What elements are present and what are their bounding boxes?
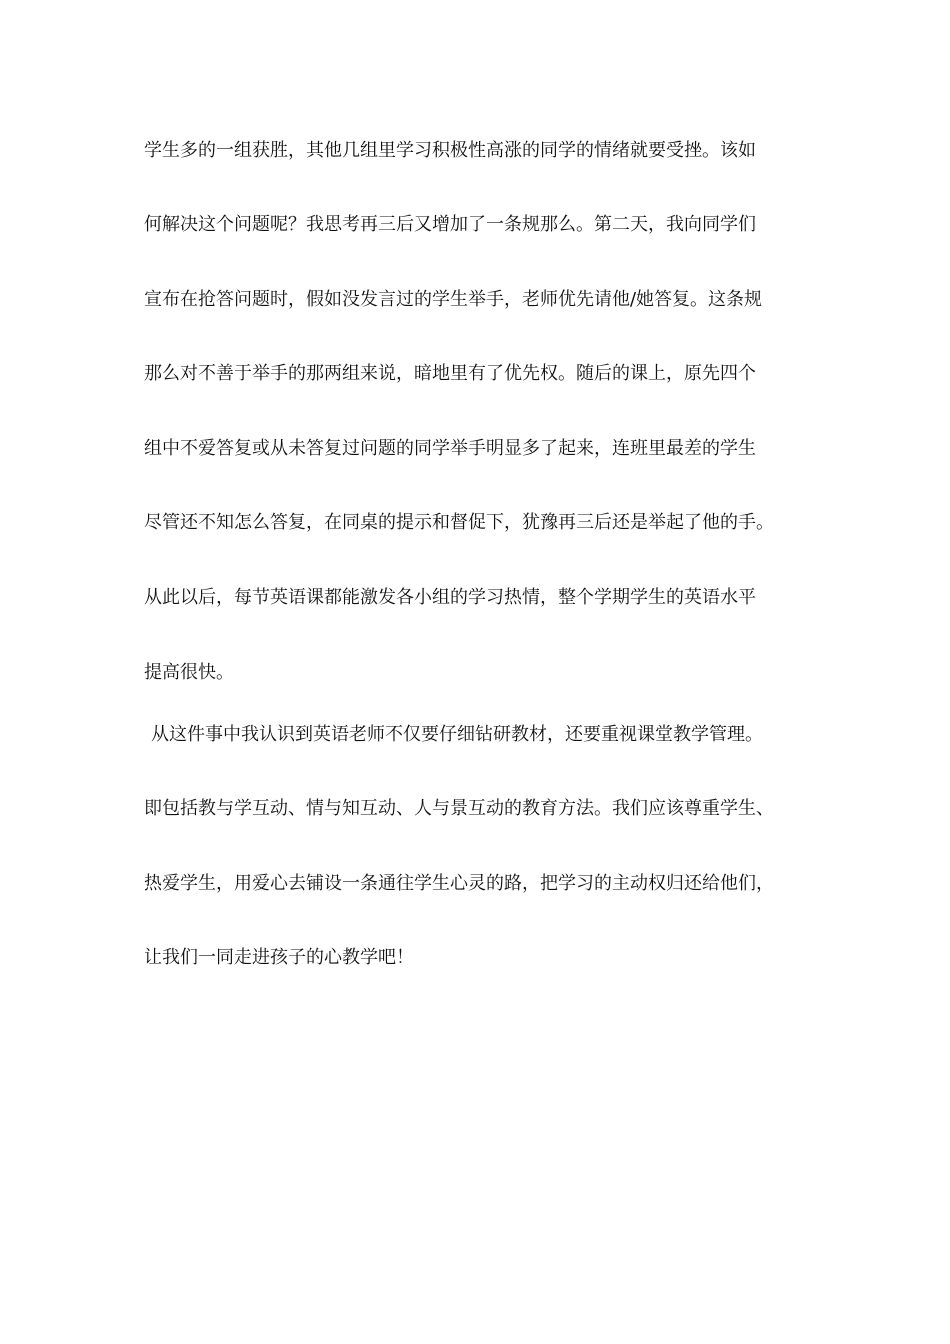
text-line-10: 即包括教与学互动、情与知互动、人与景互动的教育方法。我们应该尊重学生、 — [144, 798, 774, 819]
text-line-12: 让我们一同走进孩子的心教学吧！ — [144, 947, 414, 968]
text-line-3: 宣布在抢答问题时，假如没发言过的学生举手，老师优先请他/她答复。这条规 — [144, 289, 763, 310]
text-line-8: 提高很快。 — [144, 662, 234, 683]
text-line-1: 学生多的一组获胜，其他几组里学习积极性高涨的同学的情绪就要受挫。该如 — [144, 140, 756, 161]
text-line-7: 从此以后，每节英语课都能激发各小组的学习热情，整个学期学生的英语水平 — [144, 587, 756, 608]
text-line-5: 组中不爱答复或从未答复过问题的同学举手明显多了起来，连班里最差的学生 — [144, 438, 756, 459]
text-line-11: 热爱学生，用爱心去铺设一条通往学生心灵的路，把学习的主动权归还给他们， — [144, 873, 774, 894]
text-line-2: 何解决这个问题呢？我思考再三后又增加了一条规那么。第二天，我向同学们 — [144, 214, 756, 235]
text-line-9: 从这件事中我认识到英语老师不仅要仔细钻研教材，还要重视课堂教学管理。 — [151, 724, 763, 745]
text-line-6: 尽管还不知怎么答复，在同桌的提示和督促下，犹豫再三后还是举起了他的手。 — [144, 512, 774, 533]
text-line-4: 那么对不善于举手的那两组来说，暗地里有了优先权。随后的课上，原先四个 — [144, 363, 756, 384]
